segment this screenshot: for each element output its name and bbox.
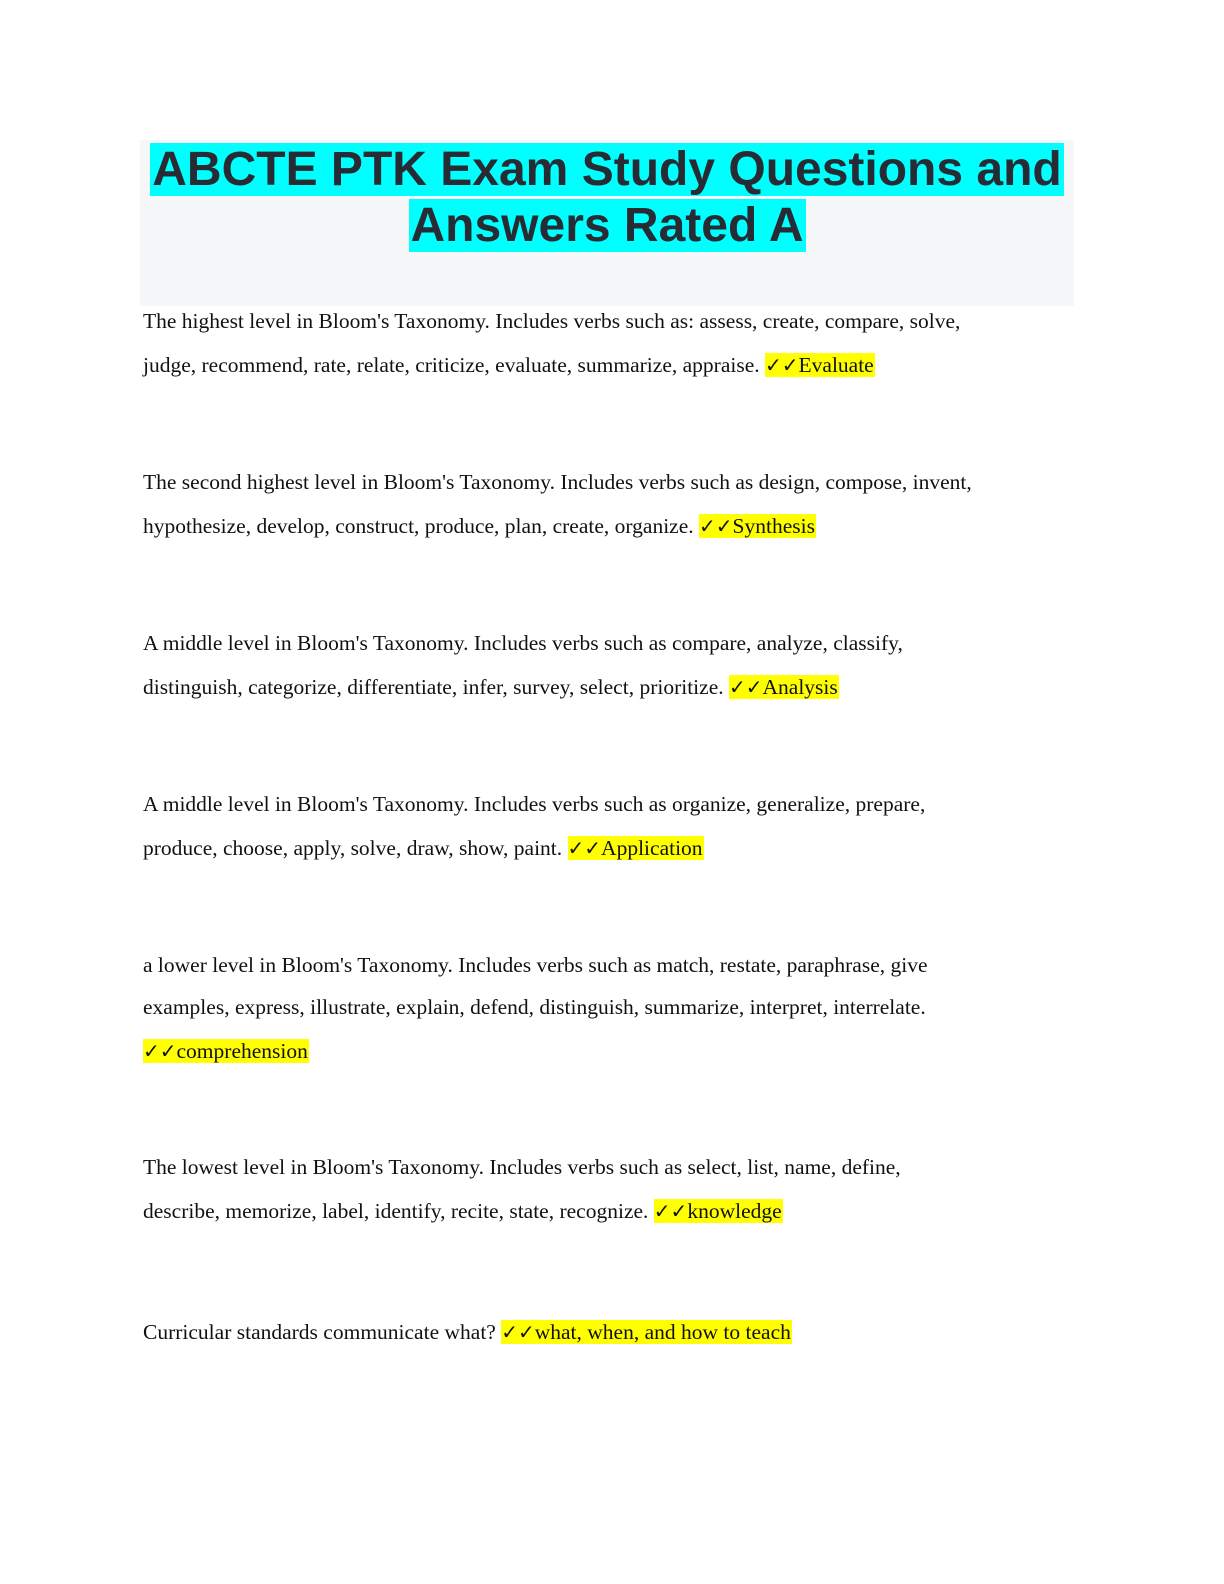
title-line-2 xyxy=(140,198,1074,254)
answer-highlight xyxy=(654,1199,783,1223)
question-line: a lower level in Bloom's Taxonomy. Includes verbs such as match, restate, paraphrase, give xyxy=(143,953,928,977)
answer-text: comprehension xyxy=(176,1039,308,1063)
question-text: produce, choose, apply, solve, draw, show, paint. xyxy=(143,836,568,860)
double-check-icon: ✓✓ xyxy=(699,514,733,538)
title-text-2: Answers Rated A xyxy=(410,199,804,252)
title-text-1: ABCTE PTK Exam Study Questions and xyxy=(152,143,1062,196)
title-line-1 xyxy=(140,142,1074,198)
question-line: The highest level in Bloom's Taxonomy. Includes verbs such as: assess, create, compare, solve, xyxy=(143,309,961,333)
answer-text: Analysis xyxy=(762,675,838,699)
answer-highlight xyxy=(501,1320,792,1344)
question-line: The second highest level in Bloom's Taxonomy. Includes verbs such as design, compose, invent, xyxy=(143,470,972,494)
answer-highlight xyxy=(143,1039,309,1063)
question-line xyxy=(143,1038,309,1064)
answer-highlight xyxy=(699,514,816,538)
double-check-icon: ✓✓ xyxy=(501,1320,535,1344)
question-text: describe, memorize, label, identify, recite, state, recognize. xyxy=(143,1199,654,1223)
question-line xyxy=(143,1198,783,1224)
answer-text: what, when, and how to teach xyxy=(534,1320,791,1344)
question-line: examples, express, illustrate, explain, defend, distinguish, summarize, interpret, interrelate. xyxy=(143,995,926,1019)
answer-text: Synthesis xyxy=(732,514,815,538)
answer-highlight xyxy=(568,836,704,860)
question-text: distinguish, categorize, differentiate, infer, survey, select, prioritize. xyxy=(143,675,729,699)
question-text: Curricular standards communicate what? xyxy=(143,1320,502,1344)
answer-text: Application xyxy=(601,836,703,860)
answer-highlight xyxy=(729,675,839,699)
double-check-icon: ✓✓ xyxy=(143,1039,177,1063)
question-line xyxy=(143,674,839,700)
question-line xyxy=(143,1319,792,1345)
double-check-icon: ✓✓ xyxy=(567,836,602,860)
answer-text: knowledge xyxy=(687,1199,782,1223)
question-line: A middle level in Bloom's Taxonomy. Includes verbs such as organize, generalize, prepare, xyxy=(143,792,926,816)
question-text: judge, recommend, rate, relate, criticize, evaluate, summarize, appraise. xyxy=(143,353,765,377)
question-text: hypothesize, develop, construct, produce, plan, create, organize. xyxy=(143,514,699,538)
question-line xyxy=(143,352,875,378)
double-check-icon: ✓✓ xyxy=(653,1199,688,1223)
question-line xyxy=(143,513,816,539)
double-check-icon: ✓✓ xyxy=(765,353,799,377)
question-line xyxy=(143,835,704,861)
double-check-icon: ✓✓ xyxy=(729,675,763,699)
answer-highlight xyxy=(765,353,875,377)
answer-text: Evaluate xyxy=(798,353,874,377)
question-line: The lowest level in Bloom's Taxonomy. Includes verbs such as select, list, name, define, xyxy=(143,1155,901,1179)
title-block xyxy=(140,140,1074,306)
question-line: A middle level in Bloom's Taxonomy. Includes verbs such as compare, analyze, classify, xyxy=(143,631,903,655)
